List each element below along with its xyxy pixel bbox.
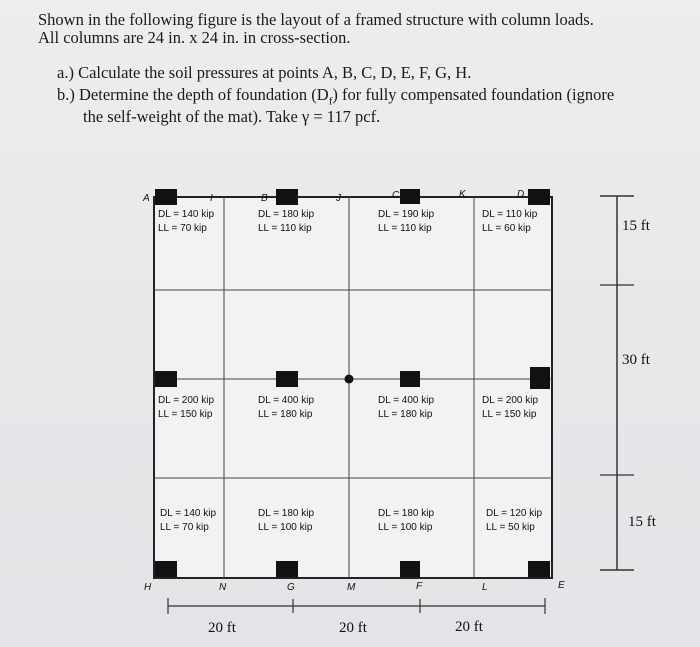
dim-bottom-1: 20 ft bbox=[208, 620, 236, 636]
point-label-b: B bbox=[261, 193, 268, 204]
point-label-g: G bbox=[287, 582, 295, 593]
point-label-a: A bbox=[143, 193, 150, 204]
column-top-3 bbox=[400, 189, 420, 204]
point-label-l: L bbox=[482, 582, 488, 593]
load-bot-1: DL = 140 kip LL = 70 kip bbox=[160, 508, 217, 533]
load-top-1: DL = 140 kip LL = 70 kip bbox=[158, 209, 215, 234]
point-label-f: F bbox=[416, 581, 423, 592]
column-bot-2 bbox=[276, 561, 298, 577]
load-top-2: DL = 180 kip LL = 110 kip bbox=[258, 209, 315, 234]
load-mid-4: DL = 200 kip LL = 150 kip bbox=[482, 395, 539, 420]
center-point bbox=[345, 375, 354, 384]
point-label-i: I bbox=[210, 193, 213, 204]
load-mid-1: DL = 200 kip LL = 150 kip bbox=[158, 395, 215, 420]
point-label-n: N bbox=[219, 582, 227, 593]
column-bot-3 bbox=[400, 561, 420, 577]
load-bot-4: DL = 120 kip LL = 50 kip bbox=[486, 508, 543, 533]
task-b-text-rest: ) for fully compensated foundation (ignore bbox=[332, 85, 615, 104]
dim-right-1: 15 ft bbox=[622, 218, 650, 234]
load-mid-3: DL = 400 kip LL = 180 kip bbox=[378, 395, 435, 420]
task-b-line-2: the self-weight of the mat). Take γ = 117 pcf. bbox=[83, 107, 381, 126]
column-mid-2 bbox=[276, 371, 298, 387]
intro-line-2: All columns are 24 in. x 24 in. in cross-section. bbox=[38, 28, 351, 47]
task-a: a.) Calculate the soil pressures at points A, B, C, D, E, F, G, H. bbox=[57, 63, 472, 82]
point-label-m: M bbox=[347, 582, 356, 593]
load-mid-2: DL = 400 kip LL = 180 kip bbox=[258, 395, 315, 420]
point-label-d: D bbox=[517, 189, 525, 200]
load-top-4: DL = 110 kip LL = 60 kip bbox=[482, 209, 538, 234]
point-label-k: K bbox=[459, 189, 466, 200]
task-b-subscript: f bbox=[328, 95, 333, 108]
load-bot-2: DL = 180 kip LL = 100 kip bbox=[258, 508, 315, 533]
column-mid-1 bbox=[155, 371, 177, 387]
task-b-text: b.) Determine the depth of foundation (D bbox=[57, 85, 329, 104]
point-label-j: J bbox=[336, 193, 341, 204]
dim-bottom-3: 20 ft bbox=[455, 619, 483, 635]
dim-right-2: 30 ft bbox=[622, 352, 650, 368]
column-top-1 bbox=[155, 189, 177, 205]
point-label-h: H bbox=[144, 582, 152, 593]
column-bot-4 bbox=[528, 561, 550, 577]
intro-line-1: Shown in the following figure is the layout of a framed structure with column loads. bbox=[38, 10, 594, 29]
column-bot-1 bbox=[155, 561, 177, 577]
column-mid-3 bbox=[400, 371, 420, 387]
load-top-3: DL = 190 kip LL = 110 kip bbox=[378, 209, 435, 234]
column-mid-4 bbox=[530, 367, 550, 389]
dim-right-3: 15 ft bbox=[628, 514, 656, 530]
point-label-e: E bbox=[558, 580, 565, 591]
column-top-2 bbox=[276, 189, 298, 205]
load-bot-3: DL = 180 kip LL = 100 kip bbox=[378, 508, 435, 533]
point-label-c: C bbox=[392, 190, 400, 201]
column-top-4 bbox=[528, 189, 550, 205]
dim-bottom-2: 20 ft bbox=[339, 620, 367, 636]
